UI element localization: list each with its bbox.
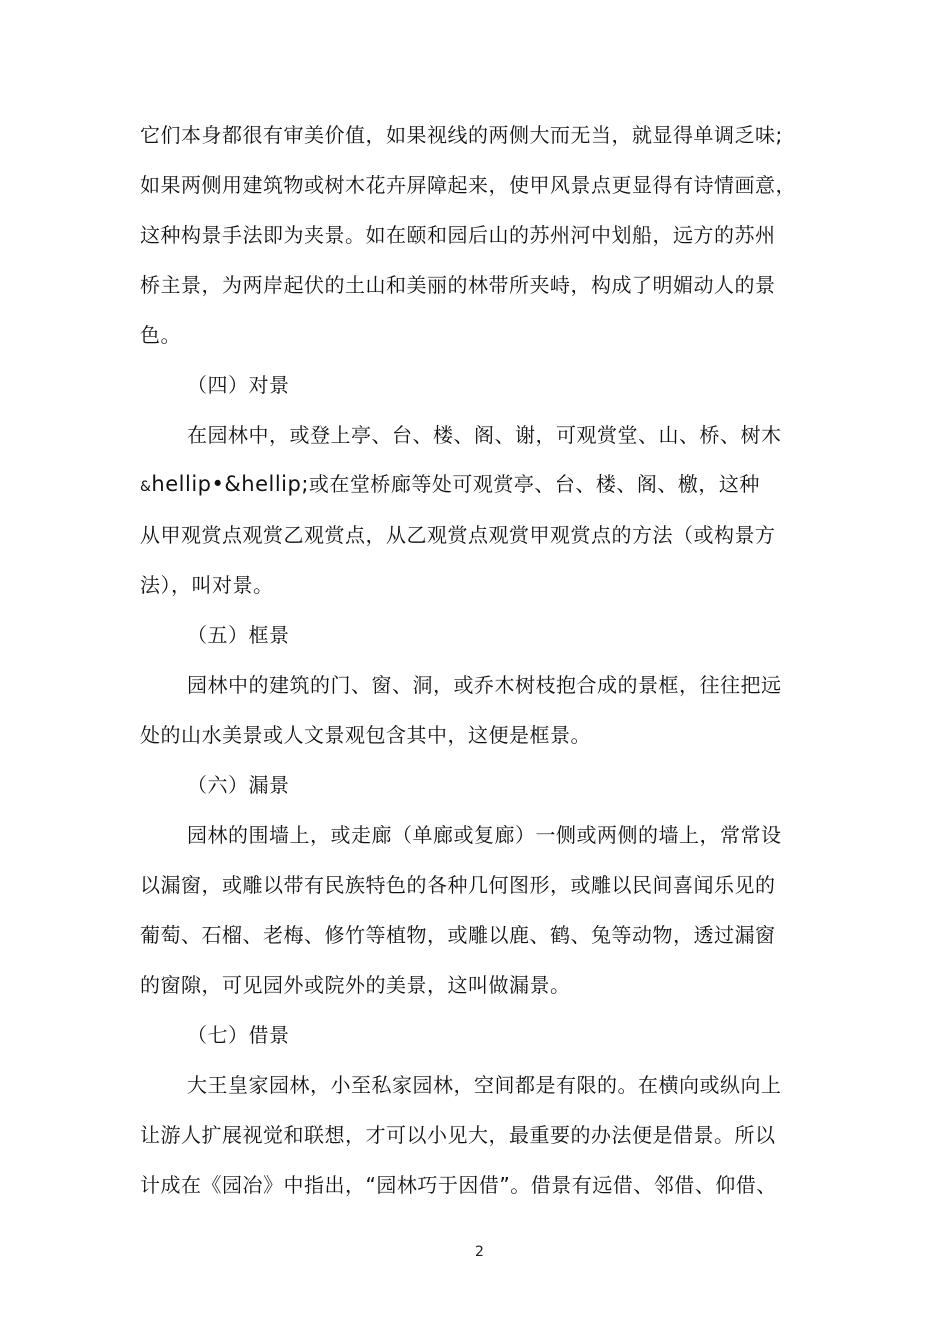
section-heading: （五）框景 (187, 623, 290, 647)
text-line: 色。 (140, 323, 181, 347)
text-line: 这种构景手法即为夹景。如在颐和园后山的苏州河中划船，远方的苏州 (140, 223, 776, 247)
text-line: 大王皇家园林，小至私家园林，空间都是有限的。在横向或纵向上 (187, 1073, 782, 1097)
text-line: 让游人扩展视觉和联想，才可以小见大，最重要的办法便是借景。所以 (140, 1123, 776, 1147)
text-line: 它们本身都很有审美价值，如果视线的两侧大而无当，就显得单调乏味; (140, 123, 783, 147)
text-line: 葡萄、石榴、老梅、修竹等植物，或雕以鹿、鹤、兔等动物，透过漏窗 (140, 923, 776, 947)
text-line: 如果两侧用建筑物或树木花卉屏障起来，使甲风景点更显得有诗情画意， (140, 173, 796, 197)
text-line: 在园林中，或登上亭、台、楼、阁、谢，可观赏堂、山、桥、树木 (187, 423, 782, 447)
section-heading: （七）借景 (187, 1023, 290, 1047)
page-number: 2 (475, 1244, 484, 1260)
section-heading: （四）对景 (187, 373, 290, 397)
entity-line-rest: 或在堂桥廊等处可观赏亭、台、楼、阁、檄，这种 (308, 472, 760, 496)
entity-text: hellip (151, 472, 212, 496)
text-line: 以漏窗，或雕以带有民族特色的各种几何图形，或雕以民间喜闻乐见的 (140, 873, 776, 897)
text-line: 园林中的建筑的门、窗、洞，或乔木树枝抱合成的景框，往往把远 (187, 673, 782, 697)
text-line: 计成在《园冶》中指出，“园林巧于因借”。借景有远借、邻借、仰借、 (140, 1173, 777, 1197)
entity-bullet: • (211, 472, 225, 496)
text-line: 桥主景，为两岸起伏的土山和美丽的林带所夹峙，构成了明媚动人的景 (140, 273, 776, 297)
entity-prefix: & (140, 479, 152, 495)
text-line: 园林的围墙上，或走廊（单廊或复廊）一侧或两侧的墙上，常常设 (187, 823, 782, 847)
text-line: 的窗隙，可见园外或院外的美景，这叫做漏景。 (140, 973, 571, 997)
section-heading: （六）漏景 (187, 773, 290, 797)
text-line-entity (140, 470, 760, 501)
text-line: 法），叫对景。 (140, 573, 274, 597)
entity-text: &hellip; (224, 472, 309, 496)
text-line: 从甲观赏点观赏乙观赏点，从乙观赏点观赏甲观赏点的方法（或构景方 (140, 523, 776, 547)
text-line: 处的山水美景或人文景观包含其中，这便是框景。 (140, 723, 591, 747)
